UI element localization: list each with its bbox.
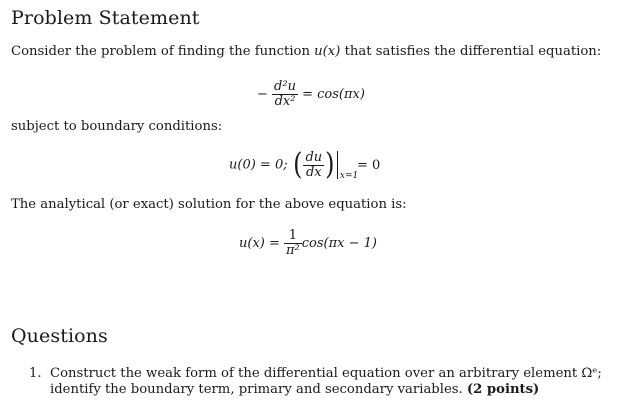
question-line-2-text: identify the boundary term, primary and secondary variables. (50, 382, 467, 397)
boundary-paragraph: subject to boundary conditions: (11, 119, 223, 134)
analytical-paragraph: The analytical (or exact) solution for the above equation is: (11, 197, 407, 212)
questions-heading: Questions (11, 325, 108, 347)
question-number: 1. (29, 366, 42, 381)
problem-statement-heading: Problem Statement (11, 7, 200, 29)
sol-numerator: 1 (284, 229, 302, 244)
question-text (50, 366, 610, 398)
question-points: (2 points) (466, 382, 540, 397)
sol-denominator: π² (286, 243, 300, 258)
boundary-conditions (229, 147, 381, 182)
differential-equation (257, 80, 365, 109)
bc-rhs: = 0 (357, 157, 381, 173)
intro-text-after: that satisfies the differential equation: (340, 44, 602, 59)
bc-open-paren: ( (292, 147, 303, 182)
bc-fraction (303, 151, 324, 180)
bc-close-paren: ) (325, 147, 335, 182)
intro-function: u(x) (314, 44, 341, 59)
question-line-1: Construct the weak form of the differential equation over an arbitrary element Ωᵉ; (50, 366, 602, 381)
analytical-solution (239, 229, 377, 258)
bc-denominator: dx (305, 164, 322, 180)
question-line-2 (50, 382, 610, 398)
bc-eval-at: x=1 (339, 171, 359, 181)
bc-numerator: du (305, 149, 323, 165)
de-numerator: d²u (274, 79, 296, 94)
sol-rhs: cos(πx − 1) (301, 236, 378, 251)
bc-left: u(0) = 0; (229, 157, 288, 173)
de-minus: − (257, 87, 268, 102)
de-fraction (272, 80, 298, 109)
de-denominator: dx² (274, 94, 296, 109)
intro-text-before: Consider the problem of finding the function (11, 44, 315, 59)
sol-fraction (284, 229, 302, 258)
intro-paragraph (11, 44, 601, 60)
de-rhs: = cos(πx) (302, 87, 365, 102)
sol-lhs: u(x) = (239, 236, 280, 251)
bc-eval-bar (337, 151, 359, 181)
